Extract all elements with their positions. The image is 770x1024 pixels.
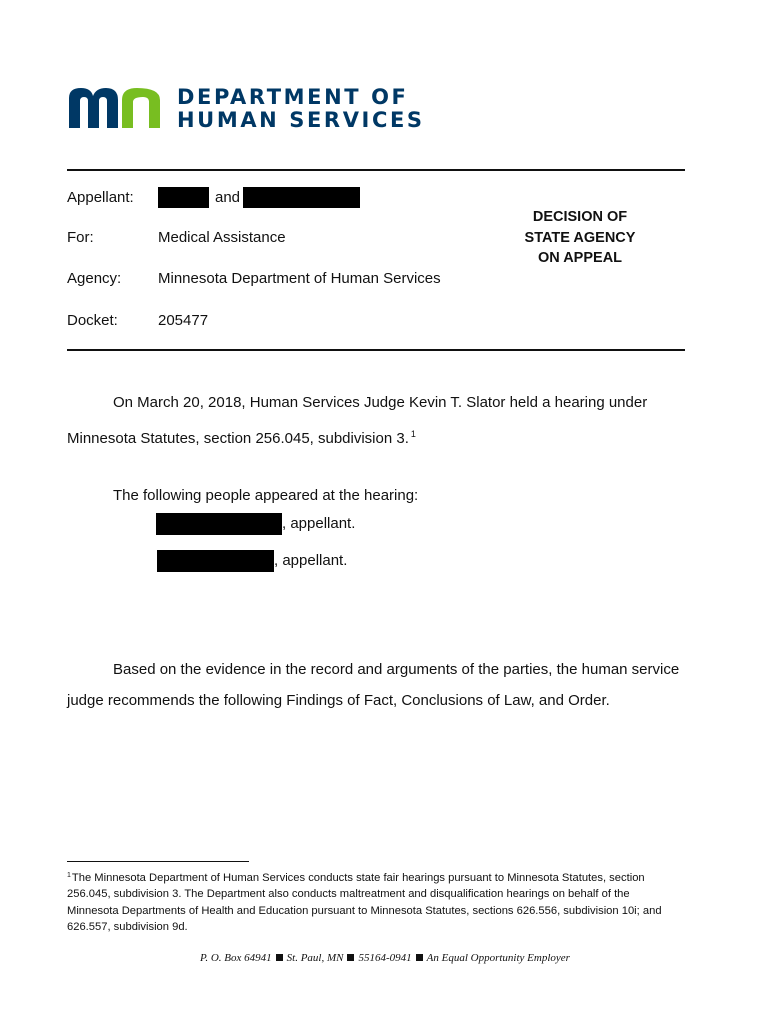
square-bullet-icon — [416, 954, 423, 961]
decision-line: STATE AGENCY — [524, 229, 636, 246]
footnote-line-1: $^1$The Minnesota Department of Human Services conducts state fair hearings pursuant to Minnesota Statutes, section — [67, 872, 645, 884]
dhs-logo — [67, 85, 425, 132]
appeared-heading: The following people appeared at the hearing: — [113, 487, 419, 504]
for-value: Medical Assistance — [158, 229, 286, 246]
footnote-line-3: Minnesota Departments of Health and Education pursuant to Minnesota Statutes, sections 626.556, subdivision 10i; and — [67, 904, 662, 917]
agency-value: Minnesota Department of Human Services — [158, 270, 441, 287]
intro-line-1: On March 20, 2018, Human Services Judge Kevin T. Slator held a hearing under — [113, 394, 648, 411]
for-label: For: — [67, 229, 94, 246]
redaction-block — [157, 550, 274, 572]
agency-label: Agency: — [67, 270, 122, 287]
intro-line-2-text: Minnesota Statutes, section 256.045, subdivision 3. — [67, 430, 409, 447]
docket-value: 205477 — [158, 312, 209, 329]
redaction-block — [156, 513, 282, 535]
square-bullet-icon — [276, 954, 283, 961]
mn-logo-icon — [67, 86, 163, 130]
appellant-joiner: and — [215, 189, 241, 206]
footer-city: St. Paul, MN — [286, 952, 344, 964]
decision-line: ON APPEAL — [537, 250, 623, 266]
footer-zip: 55164-0941 — [358, 952, 412, 964]
footnote-marker: 1 — [67, 872, 71, 879]
appellant-label: Appellant: — [67, 189, 134, 206]
footnote-separator — [67, 861, 249, 862]
person-2-role: , appellant. — [274, 552, 348, 569]
evidence-line-2: judge recommends the following Findings of Fact, Conclusions of Law, and Order. — [67, 692, 610, 709]
docket-label: Docket: — [67, 312, 118, 329]
decision-title — [500, 207, 660, 269]
footnote-line-4: 626.557, subdivision 9d. — [67, 920, 188, 933]
footnote — [67, 868, 692, 935]
caption-divider — [67, 349, 685, 351]
footnote-reference: 1 — [410, 429, 416, 439]
page-footer — [0, 952, 770, 964]
org-name-line1: DEPARTMENT OF — [177, 85, 409, 109]
person-1-role: , appellant. — [282, 515, 356, 532]
footer-eoe: An Equal Opportunity Employer — [426, 952, 570, 964]
square-bullet-icon — [347, 954, 354, 961]
footnote-line-2: 256.045, subdivision 3. The Department also conducts maltreatment and disqualification hearings on behalf of the — [67, 888, 630, 901]
redaction-block — [158, 187, 209, 208]
decision-line: DECISION OF — [532, 209, 628, 225]
org-name-line2: HUMAN SERVICES — [177, 108, 425, 132]
intro-line-2 — [67, 425, 416, 448]
top-divider — [67, 169, 685, 171]
footer-address: P. O. Box 64941 — [200, 952, 272, 964]
redaction-block — [243, 187, 360, 208]
evidence-line-1: Based on the evidence in the record and arguments of the parties, the human service — [113, 661, 680, 678]
